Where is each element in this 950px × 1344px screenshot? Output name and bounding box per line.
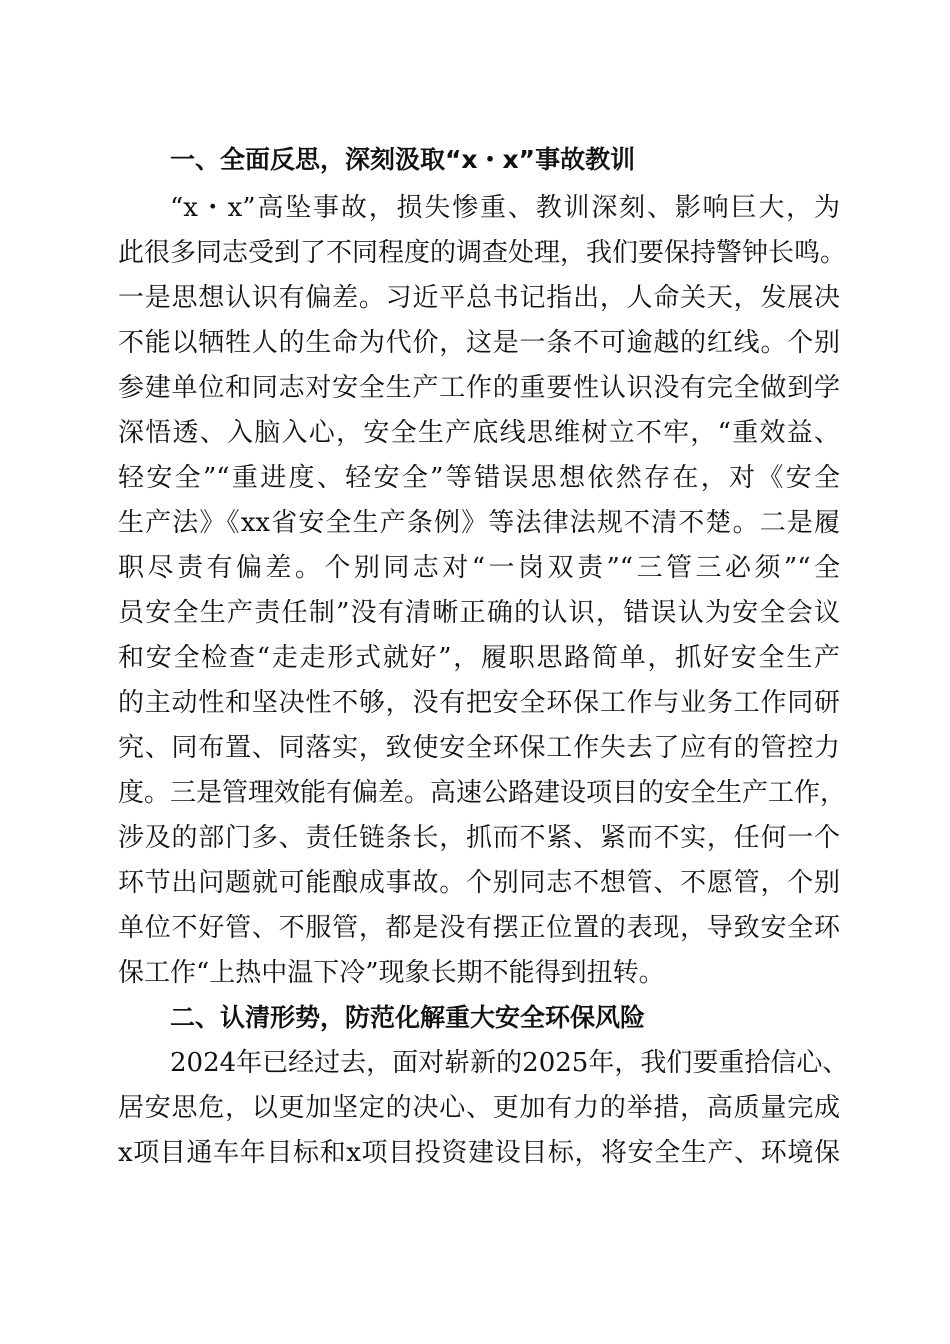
paragraph-line: 究、同布置、同落实，致使安全环保工作失去了应有的管控力	[118, 733, 840, 763]
paragraph-line: 不能以牺牲人的生命为代价，这是一条不可逾越的红线。个别	[118, 328, 840, 358]
paragraph-line: 保工作“上热中温下冷”现象长期不能得到扭转。	[118, 958, 665, 988]
paragraph-line: 单位不好管、不服管，都是没有摆正位置的表现，导致安全环	[118, 913, 840, 943]
paragraph-line: 环节出问题就可能酿成事故。个别同志不想管、不愿管，个别	[118, 868, 840, 898]
paragraph-line: 一是思想认识有偏差。习近平总书记指出，人命关天，发展决	[118, 283, 840, 313]
paragraph-line: 涉及的部门多、责任链条长，抓而不紧、紧而不实，任何一个	[118, 823, 840, 853]
paragraph-line: 轻安全”“重进度、轻安全”等错误思想依然存在，对《安全	[118, 463, 840, 493]
section-1-heading: 一、全面反思，深刻汲取“x・x”事故教训	[170, 145, 636, 174]
paragraph-line: 的主动性和坚决性不够，没有把安全环保工作与业务工作同研	[118, 688, 840, 718]
paragraph-line: 此很多同志受到了不同程度的调查处理，我们要保持警钟长鸣。	[118, 238, 847, 268]
paragraph-line: 深悟透、入脑入心，安全生产底线思维树立不牢，“重效益、	[118, 418, 840, 448]
paragraph-line: 度。三是管理效能有偏差。高速公路建设项目的安全生产工作，	[118, 778, 847, 808]
paragraph-line: 2024年已经过去，面对崭新的2025年，我们要重拾信心、	[170, 1048, 849, 1078]
paragraph-line: 职尽责有偏差。个别同志对“一岗双责”“三管三必须”“全	[118, 553, 840, 583]
paragraph-line: 居安思危，以更加坚定的决心、更加有力的举措，高质量完成	[118, 1093, 840, 1123]
paragraph-line: “x・x”高坠事故，损失惨重、教训深刻、影响巨大，为	[170, 193, 840, 223]
paragraph-line: 员安全生产责任制”没有清晰正确的认识，错误认为安全会议	[118, 598, 840, 628]
paragraph-line: x项目通车年目标和x项目投资建设目标，将安全生产、环境保	[118, 1138, 840, 1168]
paragraph-line: 和安全检查“走走形式就好”，履职思路简单，抓好安全生产	[118, 643, 840, 673]
paragraph-line: 参建单位和同志对安全生产工作的重要性认识没有完全做到学	[118, 373, 840, 403]
section-2-heading: 二、认清形势，防范化解重大安全环保风险	[170, 1003, 646, 1032]
paragraph-line: 生产法》《xx省安全生产条例》等法律法规不清不楚。二是履	[118, 508, 840, 538]
